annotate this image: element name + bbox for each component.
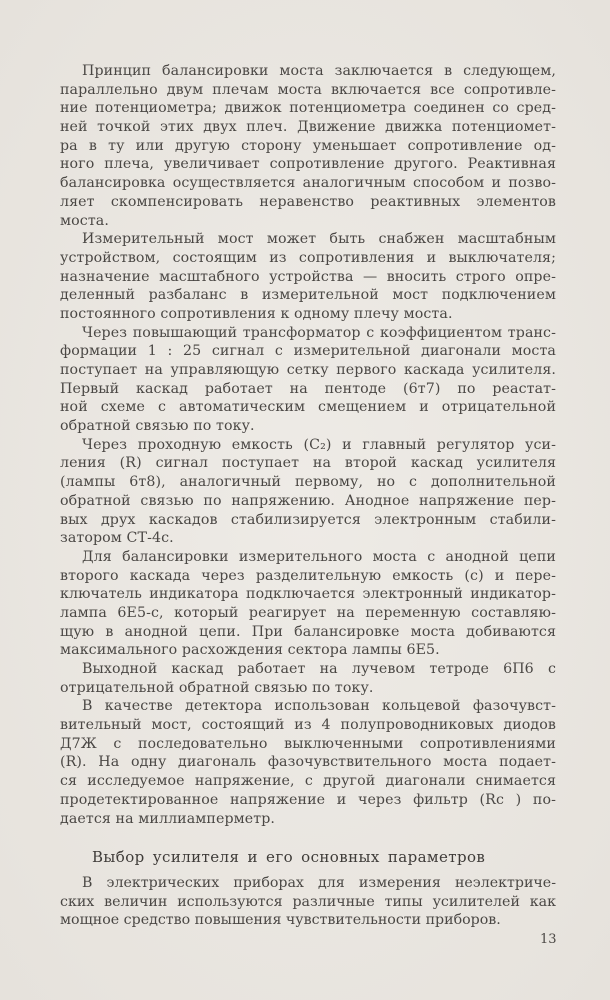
text-line: щую в анодной цепи. При балансировке моста добиваются — [60, 623, 556, 640]
text-line: Через повышающий трансформатор с коэффициентом транс- — [82, 324, 556, 341]
text-line: ляет скомпенсировать неравенство реактивных элементов — [60, 193, 556, 210]
text-line: назначение масштабного устройства — вносить строго опре- — [60, 268, 556, 285]
text-line: вых друх каскадов стабилизируется электронным стабили- — [60, 511, 556, 528]
text-line: затором СТ-4с. — [60, 530, 174, 547]
paragraph — [60, 697, 556, 828]
paragraph — [60, 660, 556, 697]
body-text — [60, 62, 556, 828]
text-line: В качестве детектора использован кольцевой фазочувст- — [82, 698, 556, 715]
text-line: мощное средство повышения чувствительности приборов. — [60, 912, 501, 929]
text-line: отрицательной обратной связью по току. — [60, 679, 374, 696]
text-line: поступает на управляющую сетку первого каскада усилителя. — [60, 362, 556, 378]
text-line: балансировка осуществляется аналогичным способом и позво- — [60, 175, 556, 192]
paragraph — [60, 230, 556, 323]
text-line: параллельно двум плечам моста включается все сопротивле- — [60, 81, 556, 98]
paragraph — [60, 436, 556, 548]
paragraph — [60, 324, 556, 436]
text-line: Д7Ж с последовательно выключенными сопротивлениями — [60, 735, 556, 752]
page-number: 13 — [540, 932, 557, 947]
text-line: устройством, состоящим из сопротивления и выключателя; — [60, 249, 556, 266]
text-line: Выходной каскад работает на лучевом тетроде 6П6 с — [82, 661, 556, 677]
text-line: ключатель индикатора подключается электронный индикатор- — [60, 586, 556, 603]
text-line: второго каскада через разделительную емкость (с) и пере- — [60, 567, 556, 584]
text-line: ских величин используются различные типы усилителей как — [60, 893, 556, 910]
text-line: Первый каскад работает на пентоде (6т7) по реастат- — [60, 380, 556, 397]
text-line: Измерительный мост может быть снабжен масштабным — [82, 231, 556, 248]
text-line: Принцип балансировки моста заключается в следующем, — [82, 63, 556, 79]
text-line: лампа 6Е5-с, который реагирует на переменную составляю- — [60, 604, 556, 621]
text-line: ней точкой этих двух плеч. Движение движка потенциомет- — [60, 119, 556, 136]
text-line: обратной связью по току. — [60, 418, 255, 435]
paragraph — [60, 874, 556, 930]
paragraph — [60, 548, 556, 660]
text-line: В электрических приборах для измерения неэлектриче- — [82, 875, 556, 891]
text-line: моста. — [60, 212, 109, 229]
text-line: ние потенциометра; движок потенциометра соединен со сред- — [60, 100, 556, 117]
text-line: Для балансировки измерительного моста с анодной цепи — [82, 548, 556, 565]
text-line: деленный разбаланс в измерительной мост подключением — [60, 287, 556, 304]
text-line: ся исследуемое напряжение, с другой диагонали снимается — [60, 773, 556, 790]
text-line: ного плеча, увеличивает сопротивление другого. Реактивная — [60, 156, 556, 173]
text-line: (лампы 6т8), аналогичный первому, но с дополнительной — [60, 474, 556, 491]
text-line: (R). На одну диагональ фазочувствительного моста подает- — [60, 754, 556, 771]
text-line: продетектированное напряжение и через фильтр (Rc ) по- — [60, 791, 556, 808]
text-line: обратной связью по напряжению. Анодное напряжение пер- — [60, 492, 556, 509]
text-line: ной схеме с автоматическим смещением и отрицательной — [60, 399, 556, 416]
text-line: максимального расхождения сектора лампы 6Е5. — [60, 642, 440, 659]
section-text — [60, 874, 556, 930]
text-line: формации 1 : 25 сигнал с измерительной диагонали моста — [60, 343, 556, 360]
paragraph — [60, 62, 556, 230]
text-line: дается на миллиамперметр. — [60, 810, 276, 827]
text-line: Через проходную емкость (C₂) и главный регулятор уси- — [82, 436, 556, 453]
section-heading: Выбор усилителя и его основных параметров — [92, 848, 486, 866]
text-line: ления (R) сигнал поступает на второй каскад усилителя — [60, 455, 556, 472]
text-line: постоянного сопротивления к одному плечу моста. — [60, 305, 453, 322]
text-line: вительный мост, состоящий из 4 полупроводниковых диодов — [60, 717, 556, 734]
text-line: ра в ту или другую сторону уменьшает сопротивление од- — [60, 137, 556, 154]
